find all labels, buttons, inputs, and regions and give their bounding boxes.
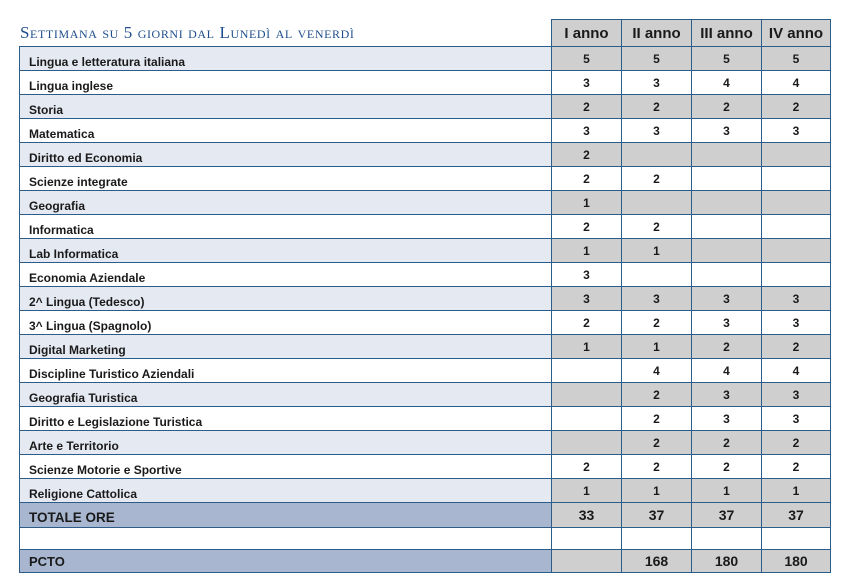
subject-cell: Storia bbox=[20, 95, 552, 119]
hours-cell-year-2: 2 bbox=[622, 431, 692, 455]
header-year-4: IV anno bbox=[762, 20, 831, 47]
header-year-1: I anno bbox=[552, 20, 622, 47]
subject-cell: Geografia Turistica bbox=[20, 383, 552, 407]
hours-cell-year-3: 3 bbox=[692, 287, 762, 311]
hours-cell-year-1: 2 bbox=[552, 167, 622, 191]
subject-cell: Religione Cattolica bbox=[20, 479, 552, 503]
empty-cell bbox=[762, 528, 831, 550]
table-row bbox=[20, 335, 831, 359]
table-row bbox=[20, 95, 831, 119]
table-row bbox=[20, 167, 831, 191]
hours-cell-year-3 bbox=[692, 167, 762, 191]
hours-cell-year-2: 2 bbox=[622, 407, 692, 431]
table-row bbox=[20, 215, 831, 239]
hours-cell-year-4: 3 bbox=[762, 311, 831, 335]
subject-cell: Discipline Turistico Aziendali bbox=[20, 359, 552, 383]
hours-cell-year-2: 2 bbox=[622, 167, 692, 191]
subject-cell: Diritto ed Economia bbox=[20, 143, 552, 167]
hours-cell-year-1: 3 bbox=[552, 287, 622, 311]
hours-cell-year-4: 2 bbox=[762, 335, 831, 359]
hours-cell-year-2: 1 bbox=[622, 239, 692, 263]
hours-cell-year-1 bbox=[552, 431, 622, 455]
hours-cell-year-3 bbox=[692, 191, 762, 215]
hours-cell-year-1: 5 bbox=[552, 47, 622, 71]
hours-cell-year-4: 2 bbox=[762, 95, 831, 119]
subject-cell: Arte e Territorio bbox=[20, 431, 552, 455]
hours-cell-year-3 bbox=[692, 215, 762, 239]
hours-cell-year-4 bbox=[762, 167, 831, 191]
hours-cell-year-1: 1 bbox=[552, 479, 622, 503]
hours-cell-year-1: 2 bbox=[552, 95, 622, 119]
hours-cell-year-4: 37 bbox=[762, 503, 831, 528]
hours-cell-year-2: 1 bbox=[622, 479, 692, 503]
hours-cell-year-2: 2 bbox=[622, 383, 692, 407]
pcto-row bbox=[20, 550, 831, 573]
empty-cell bbox=[622, 528, 692, 550]
table-row bbox=[20, 47, 831, 71]
table-row bbox=[20, 71, 831, 95]
hours-cell-year-4: 3 bbox=[762, 287, 831, 311]
table-row bbox=[20, 239, 831, 263]
empty-cell bbox=[552, 528, 622, 550]
hours-cell-year-3: 180 bbox=[692, 550, 762, 573]
table-row bbox=[20, 383, 831, 407]
hours-cell-year-4: 180 bbox=[762, 550, 831, 573]
hours-cell-year-4 bbox=[762, 191, 831, 215]
hours-cell-year-2: 168 bbox=[622, 550, 692, 573]
hours-cell-year-2: 37 bbox=[622, 503, 692, 528]
header-year-3: III anno bbox=[692, 20, 762, 47]
hours-cell-year-4 bbox=[762, 263, 831, 287]
hours-cell-year-1 bbox=[552, 359, 622, 383]
curriculum-table bbox=[19, 19, 831, 573]
hours-cell-year-4: 2 bbox=[762, 431, 831, 455]
subject-cell: Lingua e letteratura italiana bbox=[20, 47, 552, 71]
hours-cell-year-4: 3 bbox=[762, 407, 831, 431]
subject-cell: Geografia bbox=[20, 191, 552, 215]
hours-cell-year-1: 2 bbox=[552, 455, 622, 479]
hours-cell-year-1: 2 bbox=[552, 215, 622, 239]
hours-cell-year-4: 1 bbox=[762, 479, 831, 503]
hours-cell-year-1: 3 bbox=[552, 71, 622, 95]
hours-cell-year-1 bbox=[552, 550, 622, 573]
hours-cell-year-4: 2 bbox=[762, 455, 831, 479]
table-row bbox=[20, 311, 831, 335]
subject-cell: Scienze Motorie e Sportive bbox=[20, 455, 552, 479]
hours-cell-year-3: 3 bbox=[692, 119, 762, 143]
hours-cell-year-2: 1 bbox=[622, 335, 692, 359]
hours-cell-year-2 bbox=[622, 143, 692, 167]
hours-cell-year-1: 3 bbox=[552, 263, 622, 287]
hours-cell-year-2: 5 bbox=[622, 47, 692, 71]
hours-cell-year-4: 4 bbox=[762, 71, 831, 95]
hours-cell-year-4 bbox=[762, 215, 831, 239]
subject-cell: 2^ Lingua (Tedesco) bbox=[20, 287, 552, 311]
subject-cell: PCTO bbox=[20, 550, 552, 573]
table-row bbox=[20, 263, 831, 287]
hours-cell-year-3 bbox=[692, 239, 762, 263]
hours-cell-year-3: 3 bbox=[692, 407, 762, 431]
table-row bbox=[20, 143, 831, 167]
hours-cell-year-3: 3 bbox=[692, 311, 762, 335]
subject-cell: Economia Aziendale bbox=[20, 263, 552, 287]
hours-cell-year-1: 2 bbox=[552, 143, 622, 167]
empty-cell bbox=[20, 528, 552, 550]
hours-cell-year-3: 2 bbox=[692, 431, 762, 455]
hours-cell-year-2: 2 bbox=[622, 95, 692, 119]
hours-cell-year-2: 3 bbox=[622, 71, 692, 95]
hours-cell-year-2: 4 bbox=[622, 359, 692, 383]
hours-cell-year-1: 2 bbox=[552, 311, 622, 335]
hours-cell-year-3: 4 bbox=[692, 71, 762, 95]
hours-cell-year-2: 2 bbox=[622, 215, 692, 239]
hours-cell-year-3 bbox=[692, 143, 762, 167]
hours-cell-year-4: 3 bbox=[762, 383, 831, 407]
page-title: Settimana su 5 giorni dal Lunedì al venerdì bbox=[20, 23, 355, 42]
hours-cell-year-3: 2 bbox=[692, 335, 762, 359]
hours-cell-year-4 bbox=[762, 143, 831, 167]
hours-cell-year-1: 1 bbox=[552, 191, 622, 215]
hours-cell-year-2: 3 bbox=[622, 119, 692, 143]
hours-cell-year-3: 2 bbox=[692, 455, 762, 479]
hours-cell-year-1 bbox=[552, 383, 622, 407]
hours-cell-year-1 bbox=[552, 407, 622, 431]
hours-cell-year-2 bbox=[622, 263, 692, 287]
hours-cell-year-3: 4 bbox=[692, 359, 762, 383]
hours-cell-year-2 bbox=[622, 191, 692, 215]
hours-cell-year-4: 3 bbox=[762, 119, 831, 143]
hours-cell-year-3: 1 bbox=[692, 479, 762, 503]
subject-cell: Diritto e Legislazione Turistica bbox=[20, 407, 552, 431]
hours-cell-year-3: 5 bbox=[692, 47, 762, 71]
subject-cell: 3^ Lingua (Spagnolo) bbox=[20, 311, 552, 335]
table-body bbox=[20, 47, 831, 573]
table-row bbox=[20, 191, 831, 215]
hours-cell-year-1: 1 bbox=[552, 335, 622, 359]
header-year-2: II anno bbox=[622, 20, 692, 47]
hours-cell-year-1: 33 bbox=[552, 503, 622, 528]
hours-cell-year-4: 4 bbox=[762, 359, 831, 383]
subject-cell: Digital Marketing bbox=[20, 335, 552, 359]
hours-cell-year-1: 3 bbox=[552, 119, 622, 143]
hours-cell-year-3 bbox=[692, 263, 762, 287]
subject-cell: Informatica bbox=[20, 215, 552, 239]
hours-cell-year-3: 2 bbox=[692, 95, 762, 119]
hours-cell-year-4: 5 bbox=[762, 47, 831, 71]
subject-cell: Lingua inglese bbox=[20, 71, 552, 95]
hours-cell-year-2: 2 bbox=[622, 455, 692, 479]
table-row bbox=[20, 407, 831, 431]
table-row bbox=[20, 479, 831, 503]
hours-cell-year-2: 2 bbox=[622, 311, 692, 335]
table-row bbox=[20, 359, 831, 383]
table-row bbox=[20, 455, 831, 479]
spacer-row bbox=[20, 528, 831, 550]
subject-cell: Matematica bbox=[20, 119, 552, 143]
hours-cell-year-3: 37 bbox=[692, 503, 762, 528]
subject-cell: Lab Informatica bbox=[20, 239, 552, 263]
table-row bbox=[20, 287, 831, 311]
empty-cell bbox=[692, 528, 762, 550]
hours-cell-year-1: 1 bbox=[552, 239, 622, 263]
hours-cell-year-2: 3 bbox=[622, 287, 692, 311]
table-row bbox=[20, 119, 831, 143]
subject-cell: TOTALE ORE bbox=[20, 503, 552, 528]
hours-cell-year-4 bbox=[762, 239, 831, 263]
table-row bbox=[20, 431, 831, 455]
total-row bbox=[20, 503, 831, 528]
hours-cell-year-3: 3 bbox=[692, 383, 762, 407]
subject-cell: Scienze integrate bbox=[20, 167, 552, 191]
